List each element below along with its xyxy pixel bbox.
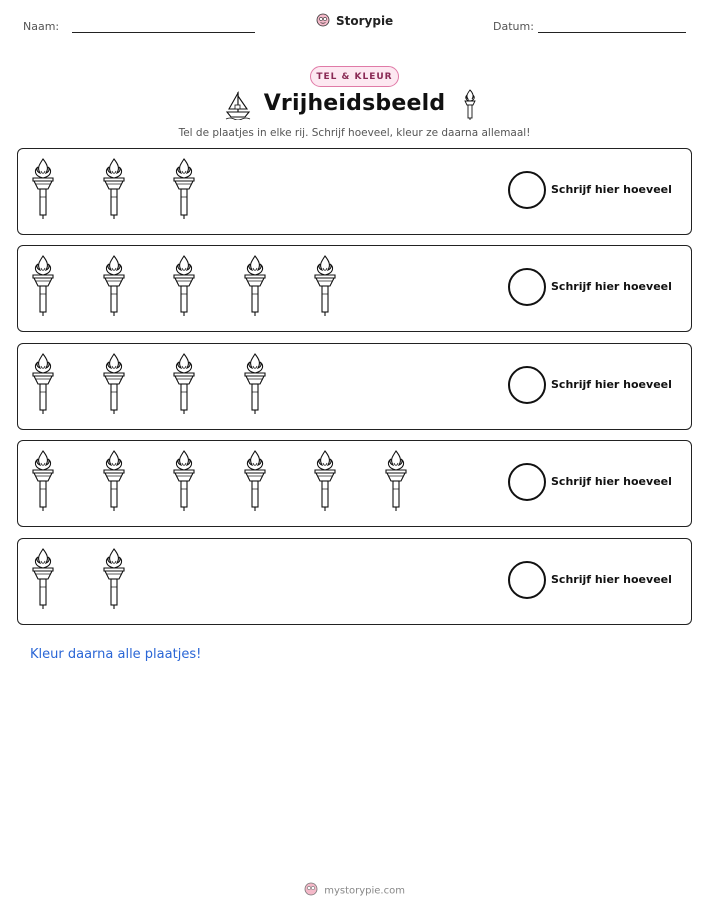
date-label: Datum: xyxy=(493,20,534,33)
torch-icon xyxy=(30,449,56,517)
color-note: Kleur daarna alle plaatjes! xyxy=(30,647,202,662)
count-label: Schrijf hier hoeveel xyxy=(551,183,672,196)
torch-icon xyxy=(383,449,409,517)
torch-icon xyxy=(101,352,127,420)
torch-icon xyxy=(30,254,56,322)
torch-icon xyxy=(30,157,56,225)
date-line[interactable] xyxy=(538,32,686,33)
torch-icon xyxy=(242,449,268,517)
date-field[interactable] xyxy=(493,20,534,33)
torch-icon xyxy=(242,352,268,420)
storypie-logo-icon xyxy=(304,882,318,899)
torch-icon xyxy=(312,449,338,517)
torch-icon xyxy=(30,352,56,420)
counting-row xyxy=(17,245,692,332)
count-label: Schrijf hier hoeveel xyxy=(551,280,672,293)
brand xyxy=(0,13,709,30)
count-answer-circle[interactable] xyxy=(508,171,546,209)
name-label: Naam: xyxy=(23,20,60,33)
torch-icon xyxy=(101,547,127,615)
count-label: Schrijf hier hoeveel xyxy=(551,475,672,488)
torch-icon xyxy=(462,89,478,125)
category-badge: TEL & KLEUR xyxy=(310,66,399,87)
count-answer-circle[interactable] xyxy=(508,463,546,501)
torch-icon xyxy=(242,254,268,322)
counting-row xyxy=(17,148,692,235)
count-answer-circle[interactable] xyxy=(508,268,546,306)
count-answer-circle[interactable] xyxy=(508,366,546,404)
torch-icon xyxy=(171,352,197,420)
count-label: Schrijf hier hoeveel xyxy=(551,378,672,391)
torch-icon xyxy=(171,254,197,322)
storypie-logo-icon xyxy=(316,13,330,30)
page-title: Vrijheidsbeeld xyxy=(263,91,446,116)
counting-row xyxy=(17,538,692,625)
torch-icon xyxy=(101,449,127,517)
count-label: Schrijf hier hoeveel xyxy=(551,573,672,586)
torch-icon xyxy=(101,254,127,322)
torch-icon xyxy=(101,157,127,225)
footer xyxy=(0,882,709,899)
count-answer-circle[interactable] xyxy=(508,561,546,599)
name-line[interactable] xyxy=(72,32,255,33)
counting-row xyxy=(17,440,692,527)
torch-icon xyxy=(312,254,338,322)
torch-icon xyxy=(171,449,197,517)
counting-row xyxy=(17,343,692,430)
torch-icon xyxy=(171,157,197,225)
brand-name: Storypie xyxy=(335,14,394,28)
torch-icon xyxy=(30,547,56,615)
instructions: Tel de plaatjes in elke rij. Schrijf hoeveel, kleur ze daarna allemaal! xyxy=(178,127,531,139)
footer-url: mystorypie.com xyxy=(324,885,405,897)
